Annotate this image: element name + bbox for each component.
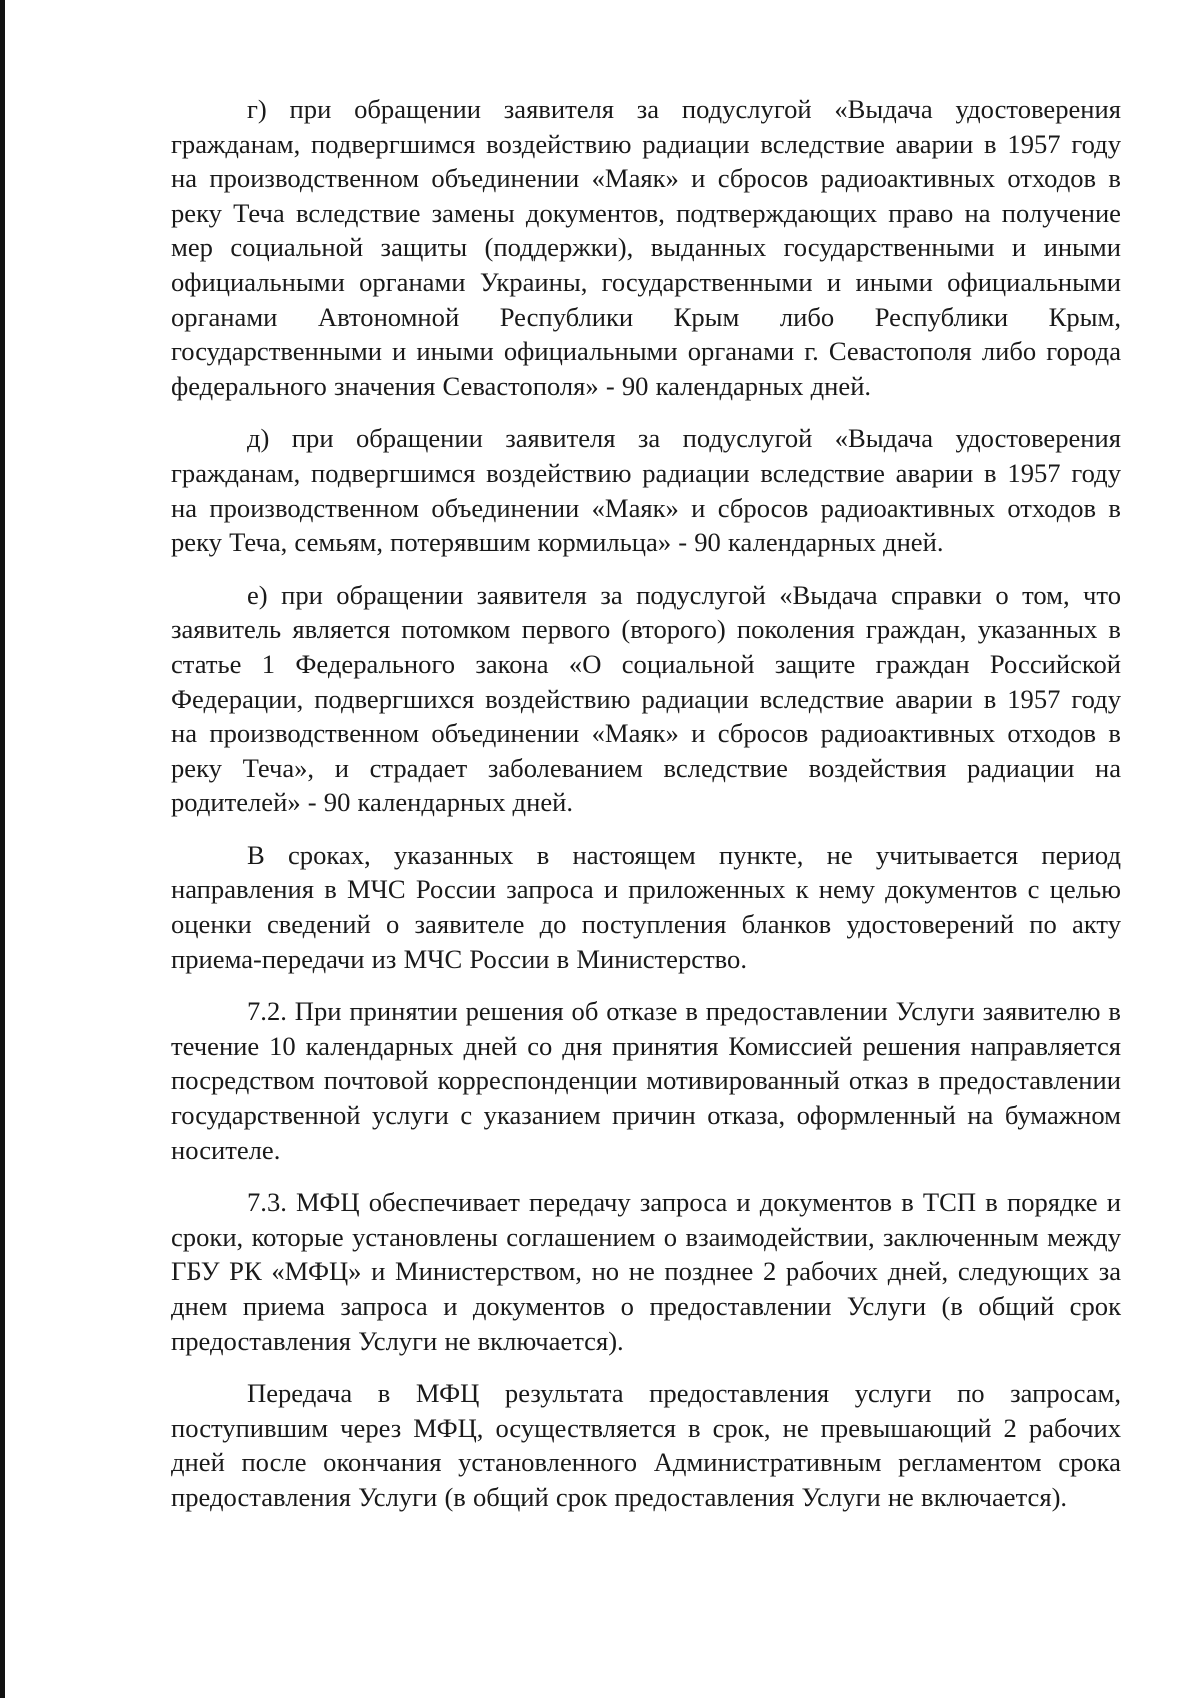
paragraph-mfc-transfer: Передача в МФЦ результата предоставления услуги по запросам, поступившим через МФЦ, осуществляется в срок, не превышающий 2 рабочих дней после окончания установленного Административным регламентом срока предоставления Услуги (в общий срок предоставления Услуги не включается). — [171, 1378, 1121, 1512]
paragraph-7-2: 7.2. При принятии решения об отказе в предоставлении Услуги заявителю в течение 10 календарных дней со дня принятия Комиссией решения направляется посредством почтовой корреспонденции мотивированный отказ в предоставлении государственной услуги с указанием причин отказа, оформленный на бумажном носителе. — [171, 996, 1121, 1165]
paragraph-deadlines-note: В сроках, указанных в настоящем пункте, не учитывается период направления в МЧС России запроса и приложенных к нему документов с целью оценки сведений о заявителе до поступления бланков удостоверений по акту приема-передачи из МЧС России в Министерство. — [171, 839, 1121, 974]
paragraph-7-3: 7.3. МФЦ обеспечивает передачу запроса и документов в ТСП в порядке и сроки, которые установлены соглашением о взаимодействии, заключенным между ГБУ РК «МФЦ» и Министерством, но не позднее 2 рабочих дней, следующих за днем приема запроса и документов о предоставлении Услуги (в общий срок предоставления Услуги не включается). — [171, 1187, 1121, 1356]
paragraph-d: д) при обращении заявителя за подуслугой «Выдача удостоверения гражданам, подвергшимся воздействию радиации вследствие аварии в 1957 году на производственном объединении «Маяк» и сбросов радиоактивных отходов в реку Теча, семьям, потерявшим кормильца» - 90 календарных дней. — [171, 423, 1121, 558]
scan-edge — [0, 0, 5, 1698]
paragraph-g: г) при обращении заявителя за подуслугой «Выдача удостоверения гражданам, подвергшимся воздействию радиации вследствие аварии в 1957 году на производственном объединении «Маяк» и сбросов радиоактивных отходов в реку Теча вследствие замены документов, подтверждающих право на получение мер социальной защиты (поддержки), выданных государственными и иными официальными органами Украины, государственными и иными официальными органами Автономной Республики Крым либо Республики Крым, государственными и иными официальными органами г. Севастополя либо города федерального значения Севастополя» - 90 календарных дней. — [171, 94, 1121, 401]
document-page — [171, 92, 1121, 1533]
paragraph-e: е) при обращении заявителя за подуслугой «Выдача справки о том, что заявитель является потомком первого (второго) поколения граждан, указанных в статье 1 Федерального закона «О социальной защите граждан Российской Федерации, подвергшихся воздействию радиации вследствие аварии в 1957 году на производственном объединении «Маяк» и сбросов радиоактивных отходов в реку Теча», и страдает заболеванием вследствие воздействия радиации на родителей» - 90 календарных дней. — [171, 579, 1121, 818]
